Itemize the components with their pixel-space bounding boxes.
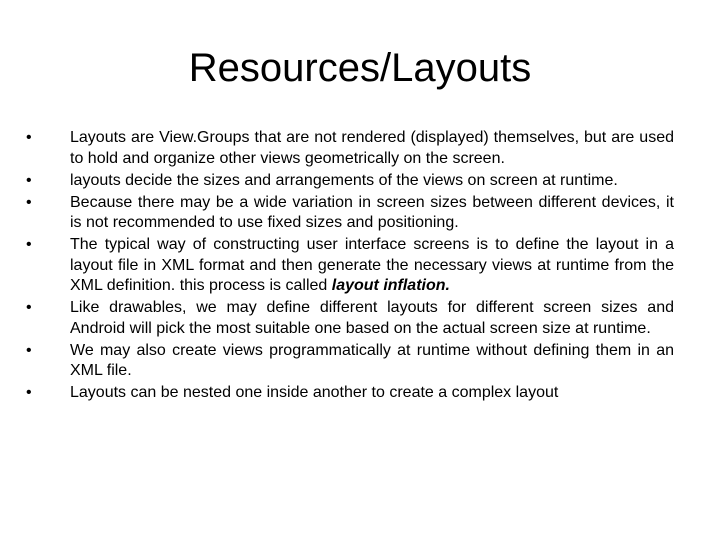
- bullet-text: Layouts are View.Groups that are not rendered (displayed) themselves, but are used to hold and organize other views geometrically on the screen.: [70, 129, 674, 167]
- bullet-item: [26, 171, 674, 192]
- bullet-item: [26, 298, 674, 339]
- bullet-dot-icon: •: [26, 299, 32, 316]
- bullet-list: [26, 128, 674, 405]
- bullet-item: [26, 341, 674, 382]
- bullet-item: [26, 383, 674, 404]
- bullet-dot-icon: •: [26, 171, 32, 189]
- bullet-text: We may also create views programmatically at runtime without defining them in an XML file.: [70, 341, 674, 379]
- bullet-item: [26, 128, 674, 169]
- bullet-dot-icon: •: [26, 129, 32, 146]
- bullet-text: layouts decide the sizes and arrangements of the views on screen at runtime.: [70, 171, 618, 189]
- bullet-text: Because there may be a wide variation in screen sizes between different devices, it is not recommended to use fixed sizes and positioning.: [70, 193, 674, 231]
- bullet-text: Layouts can be nested one inside another to create a complex layout: [70, 384, 559, 401]
- emphasis-term: layout inflation.: [331, 277, 450, 294]
- bullet-dot-icon: •: [26, 384, 32, 401]
- bullet-item: [26, 235, 674, 297]
- slide-title: Resources/Layouts: [188, 46, 532, 90]
- bullet-item: [26, 193, 674, 234]
- bullet-text: Like drawables, we may define different layouts for different screen sizes and Android will pick the most suitable one based on the actual screen size at runtime.: [70, 299, 674, 337]
- bullet-text: The typical way of constructing user interface screens is to define the layout in a layout file in XML format and then generate the necessary views at runtime from the XML definition. this process is called: [70, 236, 674, 294]
- bullet-dot-icon: •: [26, 236, 32, 253]
- bullet-dot-icon: •: [26, 341, 32, 359]
- bullet-dot-icon: •: [26, 193, 32, 211]
